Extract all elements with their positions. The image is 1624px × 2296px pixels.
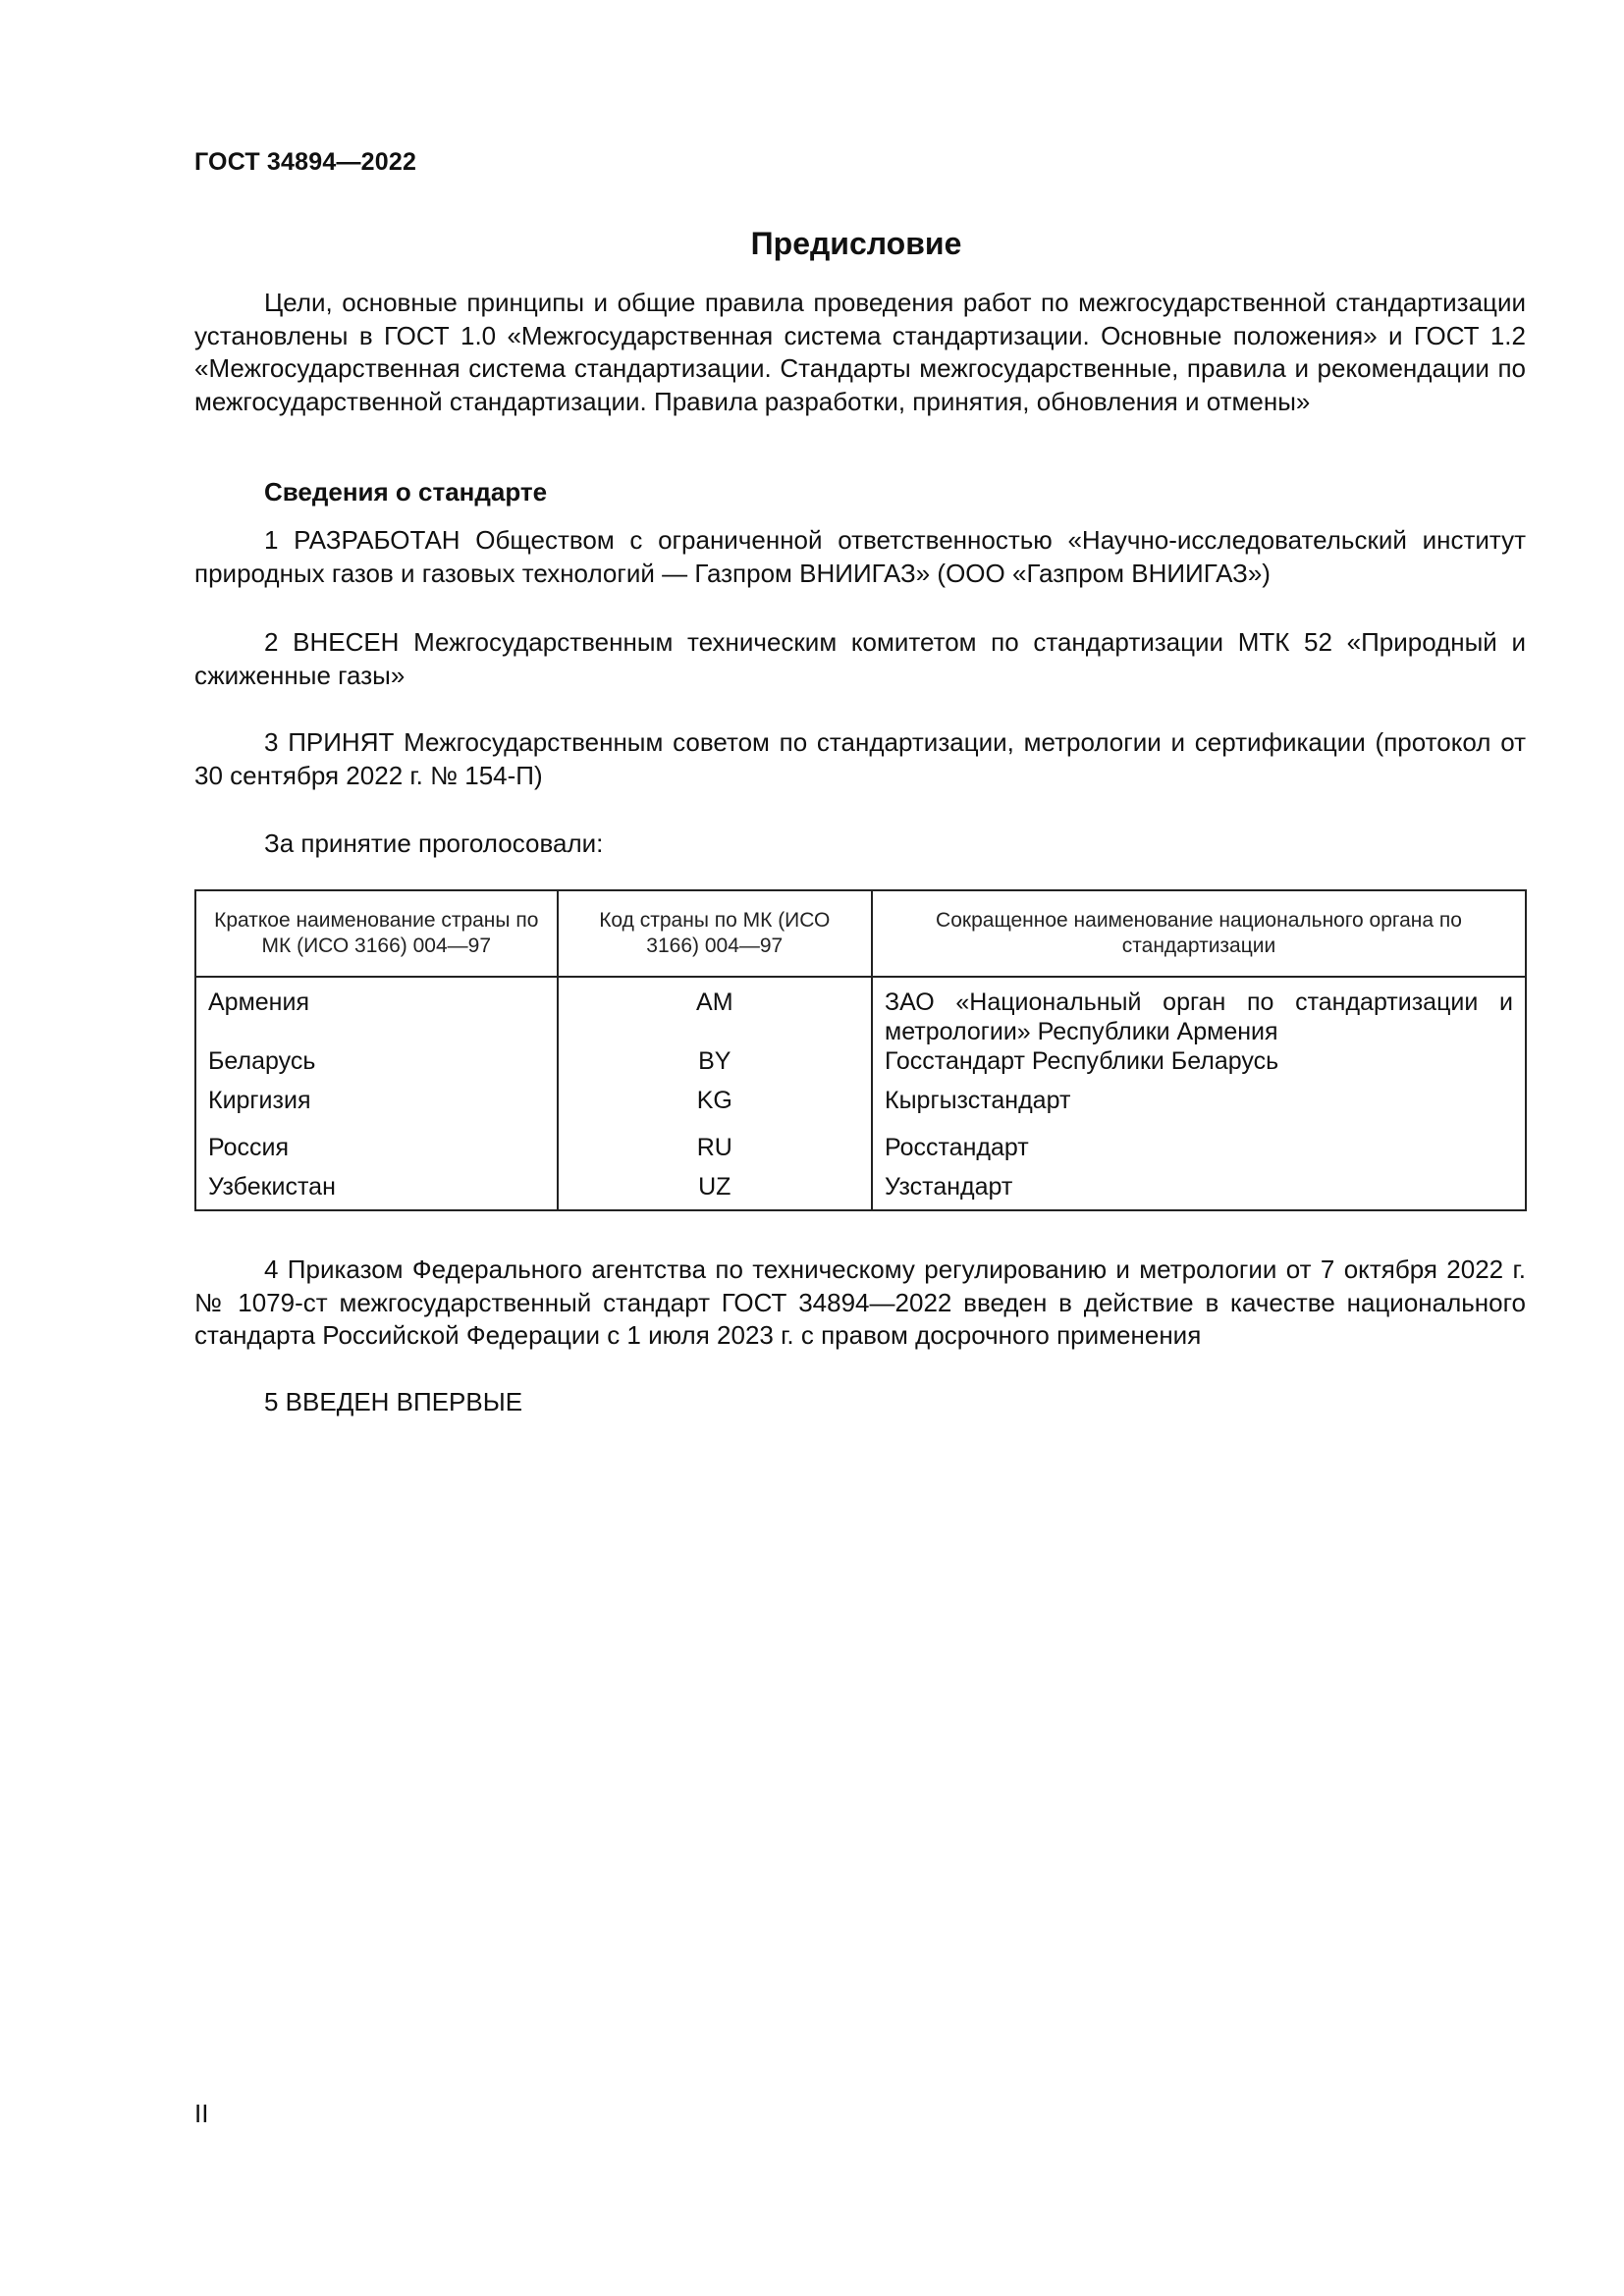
header-code: Код страны по МК (ИСО 3166) 004—97 — [558, 890, 872, 977]
organization-cell: Госстандарт Республики Беларусь — [872, 1046, 1526, 1086]
header-country: Краткое наименование страны по МК (ИСО 3166) 004—97 — [195, 890, 558, 977]
code-cell: RU — [558, 1133, 872, 1172]
document-id: ГОСТ 34894—2022 — [194, 148, 417, 176]
header-organization: Сокращенное наименование национального органа по стандартизации — [872, 890, 1526, 977]
code-cell: KG — [558, 1086, 872, 1133]
vote-intro: За принятие проголосовали: — [264, 828, 604, 858]
code-cell: UZ — [558, 1172, 872, 1210]
country-cell: Беларусь — [195, 1046, 558, 1086]
organization-cell: Росстандарт — [872, 1133, 1526, 1172]
country-cell: Киргизия — [195, 1086, 558, 1133]
table-row — [195, 977, 1526, 1046]
code-cell: AM — [558, 977, 872, 1046]
info-heading: Сведения о стандарте — [264, 477, 548, 507]
country-cell: Армения — [195, 977, 558, 1046]
item-5-paragraph: 5 ВВЕДЕН ВПЕРВЫЕ — [264, 1387, 523, 1416]
item-1-paragraph: 1 РАЗРАБОТАН Обществом с ограниченной ответственностью «Научно-исследовательский институт природных газов и газовых технологий — Газпром ВНИИГАЗ» (ООО «Газпром ВНИИГАЗ») — [194, 525, 1526, 588]
table-header-row — [195, 890, 1526, 977]
item-2-paragraph: 2 ВНЕСЕН Межгосударственным техническим комитетом по стандартизации МТК 52 «Природный и сжиженные газы» — [194, 627, 1526, 690]
item-4-paragraph: 4 Приказом Федерального агентства по техническому регулированию и метрологии от 7 октября 2022 г. № 1079-ст межгосударственный стандарт ГОСТ 34894—2022 введен в действие в качестве национального стандарта Российской Федерации с 1 июля 2023 г. с правом досрочного применения — [194, 1255, 1526, 1350]
page-title: Предисловие — [750, 226, 962, 261]
country-cell: Россия — [195, 1133, 558, 1172]
organization-cell: ЗАО «Национальный орган по стандартизации и метрологии» Республики Армения — [872, 977, 1526, 1046]
organization-cell: Узстандарт — [872, 1172, 1526, 1210]
table-row — [195, 1086, 1526, 1133]
table-row — [195, 1172, 1526, 1210]
voting-table — [194, 889, 1527, 1211]
table-row — [195, 1046, 1526, 1086]
intro-paragraph: Цели, основные принципы и общие правила проведения работ по межгосударственной стандартизации установлены в ГОСТ 1.0 «Межгосударственная система стандартизации. Основные положения» и ГОСТ 1.2 «Межгосударственная система стандартизации. Стандарты межгосударственные, правила и рекомендации по межгосударственной стандартизации. Правила разработки, принятия, обновления и отмены» — [194, 288, 1526, 416]
item-3-paragraph: 3 ПРИНЯТ Межгосударственным советом по стандартизации, метрологии и сертификации (протокол от 30 сентября 2022 г. № 154-П) — [194, 727, 1526, 790]
organization-cell: Кыргызстандарт — [872, 1086, 1526, 1133]
table-row — [195, 1133, 1526, 1172]
page-number: II — [194, 2099, 209, 2128]
country-cell: Узбекистан — [195, 1172, 558, 1210]
code-cell: BY — [558, 1046, 872, 1086]
